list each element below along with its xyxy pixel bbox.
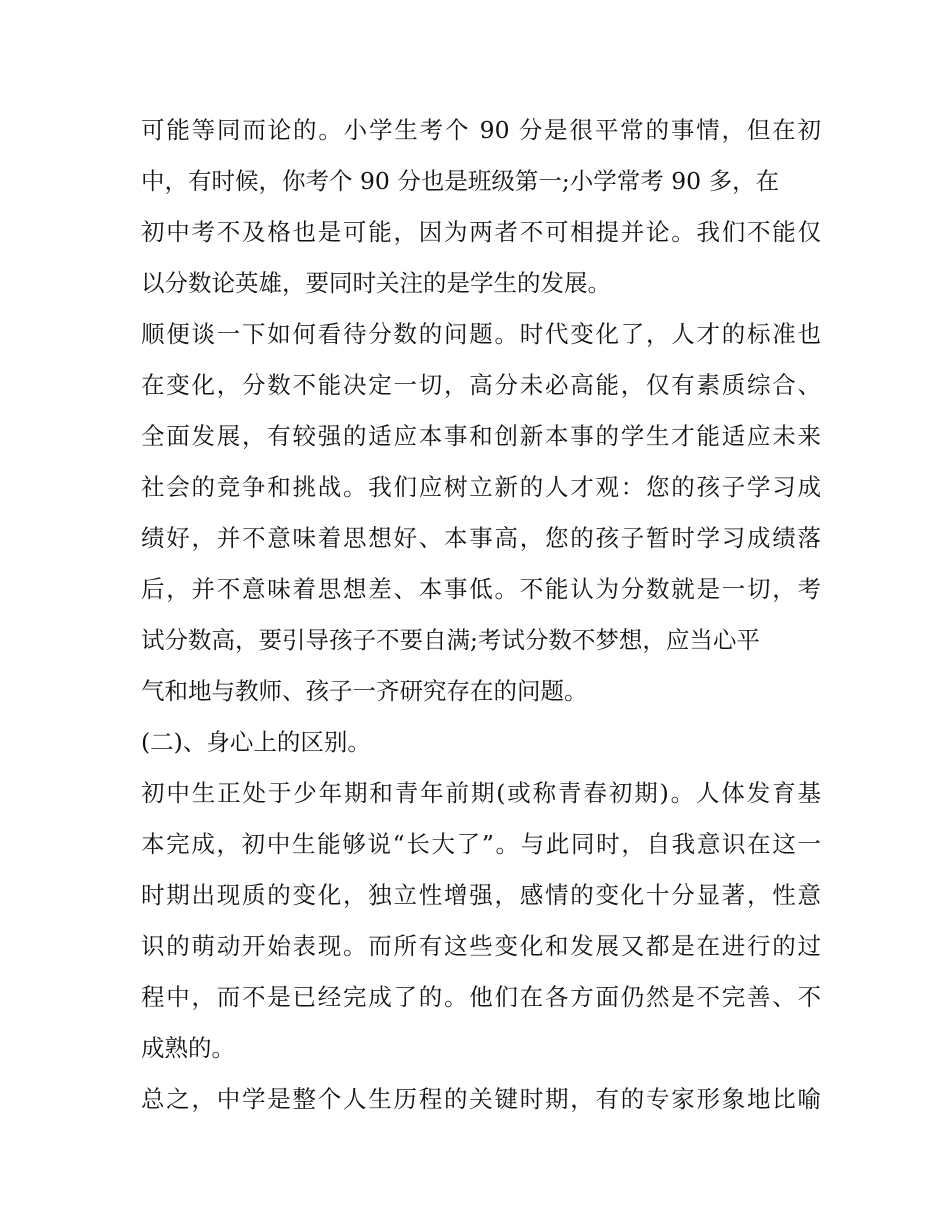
paragraph-end-line: 气和地与教师、孩子一齐研究存在的问题。: [141, 677, 588, 705]
section-heading: (二)、身心上的区别。: [141, 728, 371, 756]
text-line: 绩好，并不意味着思想好、本事高，您的孩子暂时学习成绩落: [141, 524, 821, 552]
text-line: 时期出现质的变化，独立性增强，感情的变化十分显著，性意: [141, 881, 821, 909]
paragraph-end-line: 成熟的。: [141, 1034, 235, 1062]
text-line: 可能等同而论的。小学生考个 90 分是很平常的事情，但在初: [141, 116, 821, 144]
text-line: 初中考不及格也是可能，因为两者不可相提并论。我们不能仅: [141, 218, 821, 246]
text-line: 后，并不意味着思想差、本事低。不能认为分数就是一切，考: [141, 575, 821, 603]
text-line: 本完成，初中生能够说“长大了”。与此同时，自我意识在这一: [141, 830, 821, 858]
text-line: 顺便谈一下如何看待分数的问题。时代变化了，人才的标准也: [141, 320, 821, 348]
text-line: 识的萌动开始表现。而所有这些变化和发展又都是在进行的过: [141, 932, 821, 960]
body-text: [141, 105, 821, 1125]
text-line: 试分数高，要引导孩子不要自满;考试分数不梦想，应当心平: [141, 626, 760, 654]
text-line: 中，有时候，你考个 90 分也是班级第一;小学常考 90 多，在: [141, 167, 780, 195]
paragraph-end-line: 以分数论英雄，要同时关注的是学生的发展。: [141, 269, 611, 297]
text-line: 总之，中学是整个人生历程的关键时期，有的专家形象地比喻: [141, 1085, 821, 1113]
text-line: 在变化，分数不能决定一切，高分未必高能，仅有素质综合、: [141, 371, 821, 399]
text-line: 程中，而不是已经完成了的。他们在各方面仍然是不完善、不: [141, 983, 821, 1011]
text-line: 全面发展，有较强的适应本事和创新本事的学生才能适应未来: [141, 422, 821, 450]
text-line: 初中生正处于少年期和青年前期(或称青春初期)。人体发育基: [141, 779, 821, 807]
text-line: 社会的竞争和挑战。我们应树立新的人才观：您的孩子学习成: [141, 473, 821, 501]
